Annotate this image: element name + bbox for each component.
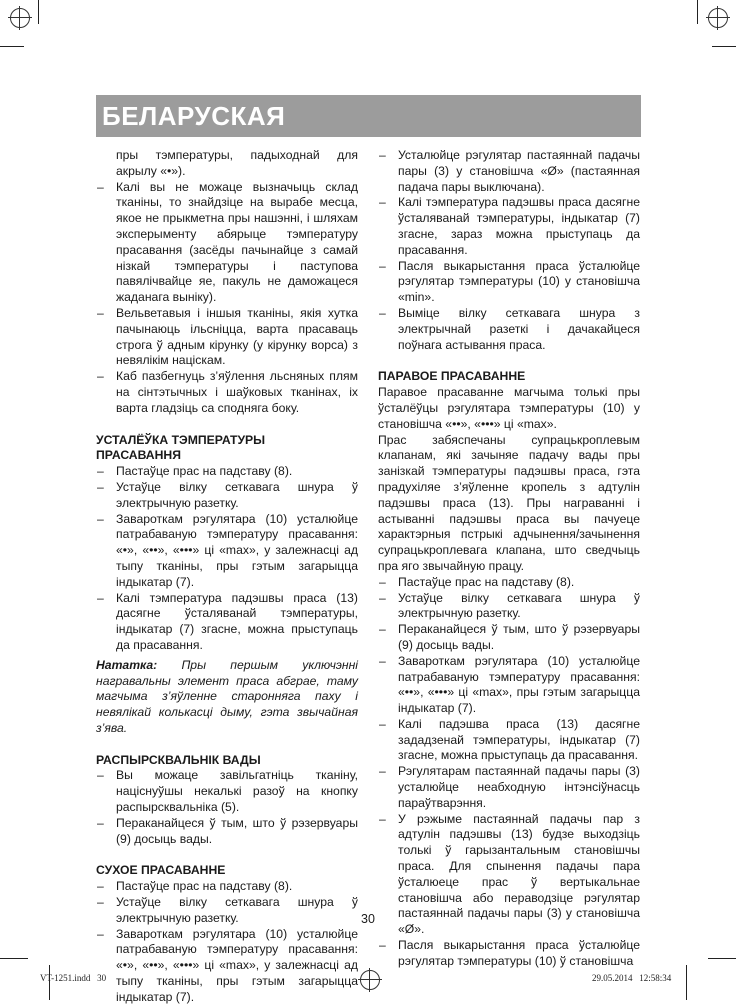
left-column	[96, 148, 358, 1006]
list-item: – Каб пазбегнуць з’яўлення льсняных плям на сінтэтычных і шаўковых тканінах, іх варта гладзіць са сподняга боку.	[96, 369, 358, 416]
list-item: – Пасля выкарыстання праса ўсталюйце рэгулятар тэмпературы (10) ў становішча	[378, 938, 640, 970]
list-item: – Устаўце вілку сеткавага шнура ў электрычную разетку.	[378, 591, 640, 623]
list-item: – Завароткам рэгулятара (10) усталюйце патрабаваную тэмпературу прасавання: «•», «••», «•••» ці «max», у залежнасці ад тыпу тканіны, пры гэтым загарыцца індыкатар (7).	[96, 927, 358, 1006]
crop-mark	[697, 0, 698, 24]
section-heading-dry-ironing: СУХОЕ ПРАСАВАННЕ	[96, 863, 226, 878]
paragraph: пры тэмпературы, падыходнай для акрылу «•»).	[116, 148, 358, 178]
list-item: – Устаўце вілку сеткавага шнура ў электрычную разетку.	[96, 480, 358, 512]
list-item: – Усталюйце рэгулятар пастаяннай падачы пары (3) у становішча «Ø» (пастаянная падача пары выключана).	[378, 148, 640, 195]
list-item: – Рэгулятарам пастаяннай падачы пары (3) усталюйце неабходную інтэнсіўнасць параўтварэння.	[378, 764, 640, 811]
registration-mark	[360, 970, 380, 990]
page-number: 30	[361, 912, 375, 926]
list-item: – Калі тэмпература падэшвы праса дасягне ўсталяванай тэмпературы, індыкатар (7) згасне, зараз можна прыступаць да прасавання.	[378, 195, 640, 258]
list-item: – Пастаўце прас на падставу (8).	[96, 879, 358, 895]
section-heading-sprayer: РАСПЫРСКВАЛЬНІК ВАДЫ	[96, 752, 261, 767]
list-item: – Пераканайцеся ў тым, што ў рэзервуары (9) досыць вады.	[378, 622, 640, 654]
list-item: – Выміце вілку сеткавага шнура з электрычнай разеткі і дачакайцеся поўнага астывання праса.	[378, 306, 640, 353]
crop-mark	[708, 958, 736, 959]
list-item: – Калі вы не можаце вызначыць склад тканіны, то знайдзіце на вырабе месца, якое не прыкметна пры нашэнні, і шляхам эксперыменту абярыце тэмпературу прасавання (засёды пачынайце з самай нізкай тэмпературы і паступова павялічвайце яе, пакуль не даможацеся жаданага выніку).	[96, 180, 358, 306]
crop-mark	[0, 46, 24, 47]
heading-line: ПРАСАВАННЯ	[96, 448, 181, 463]
list-item: – Вы можаце завільгатніць тканіну, націснуўшы некалькі разоў на кнопку распырсквальніка (5).	[96, 768, 358, 815]
paragraph: Паравое прасаванне магчыма толькі пры ўсталёўцы рэгулятара тэмпературы (10) у становішча «••», «•••» ці «max».	[378, 385, 640, 431]
registration-mark	[708, 8, 728, 28]
crop-mark	[38, 0, 39, 24]
list-item: – Завароткам рэгулятара (10) усталюйце патрабаваную тэмпературу прасавання: «•», «••», «•••» ці «max», у залежнасці ад тыпу тканіны, пры гэтым загарыцца індыкатар (7).	[96, 512, 358, 591]
right-column	[378, 148, 640, 970]
list-item: – Устаўце вілку сеткавага шнура ў электрычную разетку.	[96, 895, 358, 927]
list-item: – Калі тэмпература падэшвы праса (13) дасягне ўсталяванай тэмпературы, індыкатар (7) згасне, можна прыступаць да прасавання.	[96, 591, 358, 654]
note-label: Нататка:	[96, 657, 158, 672]
section-heading-steam-ironing: ПАРАВОЕ ПРАСАВАННЕ	[378, 369, 526, 384]
list-item: – Пастаўце прас на падставу (8).	[378, 575, 640, 591]
list-item: – Пастаўце прас на падставу (8).	[96, 464, 358, 480]
language-banner: БЕЛАРУСКАЯ	[96, 95, 641, 137]
timestamp-slug: 29.05.2014 12:58:34	[592, 973, 672, 983]
list-item: – Пераканайцеся ў тым, што ў рэзервуары (9) досыць вады.	[96, 816, 358, 848]
crop-mark	[712, 46, 736, 47]
heading-line: УСТАЛЁЎКА ТЭМПЕРАТУРЫ	[96, 432, 266, 447]
list-item: – Вельветавыя і іншыя тканіны, якія хутка пачынаюць ільсніцца, варта прасаваць строга ў адным кірунку (у кірунку ворса) з невялікім націскам.	[96, 306, 358, 369]
note	[96, 658, 358, 737]
crop-mark	[686, 965, 687, 1000]
file-slug: VT-1251.indd 30	[40, 973, 107, 983]
list-item: – Пасля выкарыстання праса ўсталюйце рэгулятар тэмпературы (10) у становішча «min».	[378, 259, 640, 306]
list-item: – Калі падэшва праса (13) дасягне зададзенай тэмпературы, індыкатар (7) згасне, можна прыступаць да прасавання.	[378, 717, 640, 764]
note-text: Пры першым уключэнні награвальны элемент праса абграе, таму магчыма з’яўленне старонняга паху і невялікай колькасці дыму, гэта звычайная з’ява.	[96, 657, 359, 735]
section-heading-temperature	[96, 433, 358, 465]
crop-mark	[0, 958, 28, 959]
list-item: – Завароткам рэгулятара (10) усталюйце патрабаваную тэмпературу прасавання: «••», «•••» ці «max», пры гэтым загарыцца індыкатар (7).	[378, 654, 640, 717]
list-item: – У рэжыме пастаяннай падачы пар з адтулін падэшвы (13) будзе выходзіць толькі ў гарызантальным становішчы праса. Для спынення падачы пара ўсталюеце прас ў вертыкальнае становішча або пераводзіце рэгулятар пастаяннай падачы пары (3) у становішча «Ø».	[378, 812, 640, 938]
paragraph: Прас забяспечаны супрацькроплевым клапанам, які зачыняе падачу вады пры занізкай тэмпературы падэшвы праса, гэта прадухіляе з’яўленне кропель з адтулін падэшвы праса (13). Пры награванні і астыванні падэшвы праса вы пачуеце характэрныя пстрыкі адчынення/зачынення супрацькроплевага клапана, што сведчыць пра яго звычайную працу.	[378, 432, 640, 573]
registration-mark	[10, 8, 30, 28]
